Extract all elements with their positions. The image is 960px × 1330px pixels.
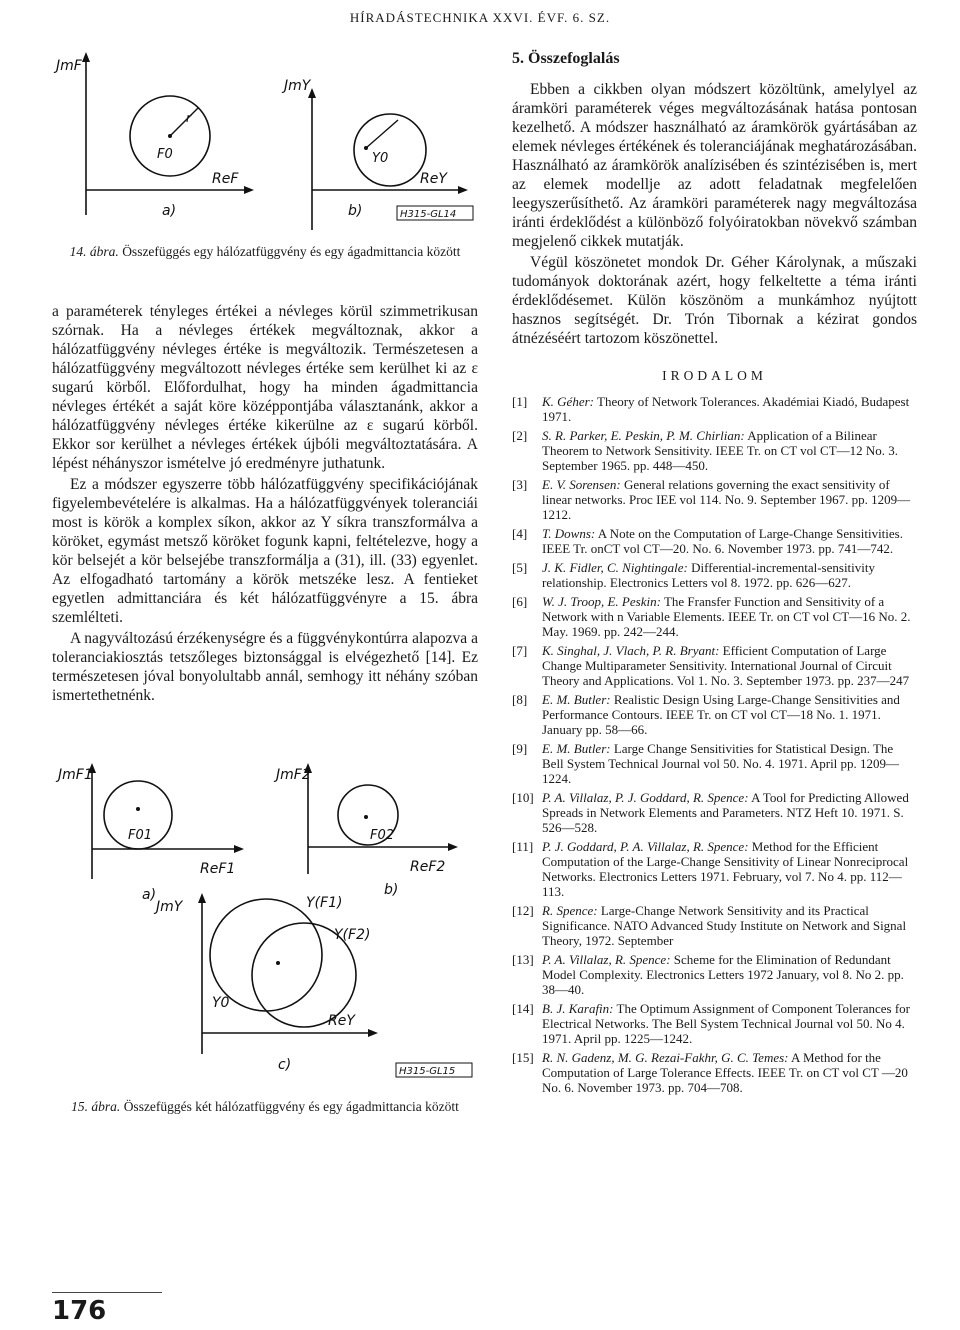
fig15-label-c: c) xyxy=(278,1056,292,1073)
reference-authors: E. V. Sorensen: xyxy=(542,477,621,492)
fig14-label-r: r xyxy=(186,111,191,125)
page-number-rule xyxy=(52,1292,162,1293)
reference-number: [15] xyxy=(512,1050,534,1065)
fig15-code: H315-GL15 xyxy=(399,1065,456,1077)
reference-authors: P. A. Villalaz, P. J. Goddard, R. Spence: xyxy=(542,790,749,805)
fig15-label-b: b) xyxy=(384,881,399,898)
fig15-label-ref1: ReF1 xyxy=(200,860,236,877)
reference-item xyxy=(512,839,917,899)
reference-text: General relations governing the exact sensitivity of linear networks. Proc IEE vol 114. No. 9. September 1967. pp. 1209—1212. xyxy=(542,477,911,522)
reference-authors: J. K. Fidler, C. Nightingale: xyxy=(542,560,688,575)
reference-text: Realistic Design Using Large-Change Sensitivities and Performance Contours. IEEE Tr. on CT vol CT—18 No. 1. 1971. January pp. 58—66. xyxy=(542,692,900,737)
reference-authors: K. Singhal, J. Vlach, P. R. Bryant: xyxy=(542,643,720,658)
fig15-panel-b xyxy=(273,763,458,898)
reference-item xyxy=(512,643,917,688)
fig15-label-jmy: JmY xyxy=(156,898,183,915)
fig15-label-rey: ReY xyxy=(328,1012,355,1029)
figure-14-caption-label: 14. ábra. xyxy=(69,244,119,259)
figure-14-caption-text: Összefüggés egy hálózatfüggvény és egy ágadmittancia között xyxy=(122,244,461,259)
reference-number: [10] xyxy=(512,790,534,805)
fig15-panel-c xyxy=(153,893,472,1077)
reference-item xyxy=(512,394,917,424)
fig14-label-ref: ReF xyxy=(212,171,239,187)
fig15-label-f01: F01 xyxy=(128,827,153,843)
reference-authors: K. Géher: xyxy=(542,394,594,409)
page-number: 176 xyxy=(52,1296,107,1326)
reference-item xyxy=(512,526,917,556)
fig14-label-b: b) xyxy=(348,203,363,219)
figure-15-caption-label: 15. ábra. xyxy=(71,1098,121,1114)
left-paragraph-1: a paraméterek tényleges értékei a névleges körül szimmetrikusan szórnak. Ha a névleges értékek megváltoznak, akkor a hálózatfüggvény névleges értéke is megváltozik. Természetesen a hálózatfüggvény megváltozott névleges értéke sem kerülhet ki az ε sugarú körből. Előfordulhat, hogy ha minden ágadmittancia névleges értékét a saját köre középpontjába választanánk, akkor a hálózatfüggvény névleges értéke kikerülne az ε sugarú körből. Ekkor sor kerülhet a névleges értékek újbóli megváltoztatására. A lépést néhányszor ismételve jó eredményre juthatunk. xyxy=(52,302,478,472)
reference-number: [8] xyxy=(512,692,528,707)
fig15-label-jmf1: JmF1 xyxy=(58,766,93,783)
fig14-panel-b xyxy=(281,78,473,230)
section-title: 5. Összefoglalás xyxy=(512,50,620,67)
reference-item xyxy=(512,692,917,737)
reference-number: [9] xyxy=(512,741,528,756)
reference-text: Scheme for the Elimination of Redundant Model Complexity. Electronics Letters 1972 January, vol 8. No 2. pp. 38—40. xyxy=(542,952,904,997)
left-paragraph-3: A nagyváltozású érzékenységre és a függvénykontúrra alapozva a toleranciakiosztás tetszőleges biztonsággal is elvégezhető [14]. Ez természetesen jóval bonyolultabb annál, semhogy itt néhány szóban ismertethetnénk. xyxy=(52,629,478,704)
reference-authors: W. J. Troop, E. Peskin: xyxy=(542,594,661,609)
right-paragraph-2: Végül köszönetet mondok Dr. Géher Károlynak, a műszaki tudományok doktorának azért, hogy felkeltette a téma iránti érdeklődésemet. Külön köszönöm a munkámhoz nyújtott hasznos segítségét. Dr. Trón Tibornak a kézirat gondos átnézéséért tartozom köszönettel. xyxy=(512,254,917,347)
left-column xyxy=(52,40,478,1114)
fig14-label-rey: ReY xyxy=(420,171,447,187)
figure-14 xyxy=(52,40,478,240)
reference-item xyxy=(512,477,917,522)
reference-authors: S. R. Parker, E. Peskin, P. M. Chirlian: xyxy=(542,428,745,443)
reference-text: The Optimum Assignment of Component Tolerances for Electrical Networks. The Bell System Technical Journal vol 50. No 4. 1971. April pp. 1225—1242. xyxy=(542,1001,910,1046)
right-column xyxy=(512,50,917,1099)
reference-item xyxy=(512,594,917,639)
reference-item xyxy=(512,903,917,948)
reference-authors: R. Spence: xyxy=(542,903,598,918)
reference-authors: R. N. Gadenz, M. G. Rezai-Fakhr, G. C. Temes: xyxy=(542,1050,789,1065)
fig14-panel-a xyxy=(53,52,254,219)
reference-text: A Method for the Computation of Large Tolerance Effects. IEEE Tr. on CT vol CT —20 No. 6. November 1973. pp. 704—708. xyxy=(542,1050,908,1095)
reference-number: [7] xyxy=(512,643,528,658)
figure-15-caption-text: Összefüggés két hálózatfüggvény és egy ágadmittancia között xyxy=(123,1098,459,1114)
reference-number: [5] xyxy=(512,560,528,575)
reference-list xyxy=(512,394,917,1095)
reference-text: Efficient Computation of Large Change Multiparameter Sensitivity. International Journal of Circuit Theory and Applications. Vol 1. No. 3. September 1973. pp. 237—247 xyxy=(542,643,910,688)
reference-text: Differential-incremental-sensitivity relationship. Electronics Letters vol 8. 1972. pp. 626—627. xyxy=(542,560,876,590)
fig15-panel-a xyxy=(55,763,244,903)
reference-item xyxy=(512,741,917,786)
reference-text: Application of a Bilinear Theorem to Network Sensitivity. IEEE Tr. on CT vol CT—12 No. 3. September 1965. pp. 448—450. xyxy=(542,428,899,473)
reference-authors: P. J. Goddard, P. A. Villalaz, R. Spence: xyxy=(542,839,749,854)
reference-number: [1] xyxy=(512,394,528,409)
right-paragraph-1: Ebben a cikkben olyan módszert közöltünk, amelylyel az áramköri paraméterek véges megváltozásának hatása pontosan kezelhető. A módszer használható az áramkörök gyártásában az elemek névleges értékének és toleranciájának meghatározásában. Használható az áramkörök analízisében és szintézisében is, mert az elemek modellje az adott feladatnak megfelelően leegyszerűsíthető. Az áramköri paraméterek nagy megváltozása iránti érdeklődést a különböző folyóiratokban növekvő számban megjelenő cikkek mutatják. xyxy=(512,81,917,250)
running-header: HÍRADÁSTECHNIKA XXVI. ÉVF. 6. SZ. xyxy=(349,10,611,25)
figure-15-caption xyxy=(52,1099,478,1115)
reference-number: [2] xyxy=(512,428,528,443)
reference-item xyxy=(512,1050,917,1095)
figure-15 xyxy=(52,749,478,1095)
reference-authors: E. M. Butler: xyxy=(542,741,611,756)
reference-item xyxy=(512,952,917,997)
reference-item xyxy=(512,1001,917,1046)
fig15-label-yf1: Y(F1) xyxy=(306,894,343,911)
reference-authors: E. M. Butler: xyxy=(542,692,611,707)
reference-authors: B. J. Karafin: xyxy=(542,1001,614,1016)
reference-item xyxy=(512,560,917,590)
reference-text: Theory of Network Tolerances. Akadémiai Kiadó, Budapest 1971. xyxy=(542,394,910,424)
reference-number: [3] xyxy=(512,477,528,492)
fig15-label-ref2: ReF2 xyxy=(410,858,446,875)
reference-text: A Tool for Predicting Allowed Spreads in Network Elements and Parameters. NTZ Heft 10. 1971. S. 526—528. xyxy=(542,790,909,835)
reference-text: The Fransfer Function and Sensitivity of a Network with n Variable Elements. IEEE Tr. on CT vol CT—16 No. 2. May. 1969. pp. 242—244. xyxy=(542,594,911,639)
fig15-label-jmf2: JmF2 xyxy=(276,766,311,783)
fig14-label-a: a) xyxy=(162,203,177,219)
reference-number: [6] xyxy=(512,594,528,609)
reference-authors: P. A. Villalaz, R. Spence: xyxy=(542,952,671,967)
figure-14-caption xyxy=(52,244,478,260)
reference-number: [11] xyxy=(512,839,534,854)
fig14-code: H315-GL14 xyxy=(400,209,457,220)
reference-text: A Note on the Computation of Large-Change Sensitivities. IEEE Tr. onCT vol CT—20. No. 6. November 1973. pp. 741—742. xyxy=(542,526,903,556)
reference-text: Method for the Efficient Computation of the Large-Change Sensitivity of Linear Nonreciprocal Networks. Electronics Letters 1971. February, vol 7. No 4. pp. 112—113. xyxy=(542,839,909,899)
reference-authors: T. Downs: xyxy=(542,526,596,541)
left-paragraph-2: Ez a módszer egyszerre több hálózatfüggvény specifikációjának figyelembevételére is alkalmas. Ha a hálózatfüggvények toleranciái most is körök a komplex síkon, akkor az Y síkra transzformálva a köröket, egymást metsző köröket fogunk kapni, feltételezve, hogy a kör belsejét a kör belsejébe transzformálja a (31), ill. (33) egyenlet. Az elfogadható tartomány a körök metszéke lesz. A fentieket egyetlen admittanciára és két hálózatfüggvényre a 15. ábra szemlélteti. xyxy=(52,475,478,626)
fig15-label-y0: Y0 xyxy=(212,994,230,1011)
reference-item xyxy=(512,790,917,835)
fig14-label-y0: Y0 xyxy=(372,151,389,166)
reference-text: Large-Change Network Sensitivity and its Practical Significance. NATO Advanced Study Institute on Network and Signal Theory, 1972. September xyxy=(542,903,907,948)
references-title: IRODALOM xyxy=(662,368,767,383)
reference-item xyxy=(512,428,917,473)
reference-number: [4] xyxy=(512,526,528,541)
fig15-label-a: a) xyxy=(142,886,157,903)
reference-text: Large Change Sensitivities for Statistical Design. The Bell System Technical Journal vol 50. No. 4. 1971. April pp. 1209—1224. xyxy=(542,741,900,786)
fig15-label-f02: F02 xyxy=(370,827,395,843)
reference-number: [12] xyxy=(512,903,534,918)
fig14-label-jmf: JmF xyxy=(56,58,82,74)
fig15-label-yf2: Y(F2) xyxy=(334,926,371,943)
fig14-label-jmy: JmY xyxy=(284,78,311,94)
fig14-label-f0: F0 xyxy=(157,147,173,162)
reference-number: [13] xyxy=(512,952,534,967)
reference-number: [14] xyxy=(512,1001,534,1016)
